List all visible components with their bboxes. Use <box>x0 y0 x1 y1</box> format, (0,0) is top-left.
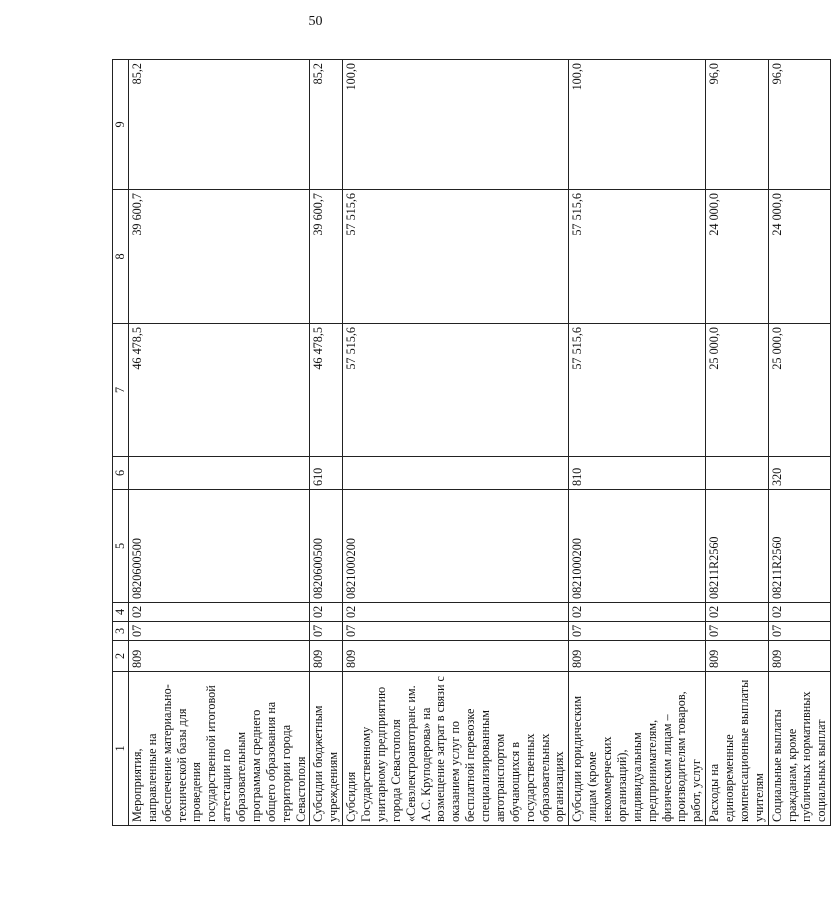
row-name: Социальные выплаты гражданам, кроме публичных нормативных социальных выплат <box>768 672 831 826</box>
row-csr: 0820600500 <box>310 490 343 603</box>
row-ved: 809 <box>343 641 569 672</box>
table-row <box>310 60 343 826</box>
header-col-4: 4 <box>113 603 129 622</box>
row-value-7: 57 515,6 <box>569 324 706 457</box>
row-ved: 809 <box>768 641 831 672</box>
row-ved: 809 <box>310 641 343 672</box>
row-name: Субсидии юридическим лицам (кроме некоммерческих организаций), индивидуальным предпринимателям, физическим лицам – производителям товаров, работ, услуг <box>569 672 706 826</box>
row-value-7: 46 478,5 <box>310 324 343 457</box>
row-pr: 02 <box>310 603 343 622</box>
row-value-9: 96,0 <box>768 60 831 190</box>
rotated-table-frame <box>112 60 829 826</box>
row-rz: 07 <box>706 622 769 641</box>
row-value-8: 57 515,6 <box>343 190 569 324</box>
row-vr: 610 <box>310 457 343 490</box>
row-value-7: 57 515,6 <box>343 324 569 457</box>
row-ved: 809 <box>128 641 310 672</box>
table-row <box>343 60 569 826</box>
row-vr: 320 <box>768 457 831 490</box>
row-pr: 02 <box>768 603 831 622</box>
table-row <box>706 60 769 826</box>
budget-table <box>112 59 831 826</box>
row-value-9: 96,0 <box>706 60 769 190</box>
row-vr: 810 <box>569 457 706 490</box>
row-vr <box>706 457 769 490</box>
row-rz: 07 <box>768 622 831 641</box>
row-name: Субсидия Государственному унитарному предприятию города Севастополя «Севэлектроавтотранс им. А.С. Круподерова» на возмещение затрат в связи с оказанием услуг по бесплатной перевозке специализированным автотранспортом обучающихся в государственных образовательных организациях <box>343 672 569 826</box>
row-csr: 08211R2560 <box>768 490 831 603</box>
row-value-9: 100,0 <box>569 60 706 190</box>
row-value-7: 46 478,5 <box>128 324 310 457</box>
page-number: 50 <box>308 14 323 29</box>
row-value-8: 39 600,7 <box>128 190 310 324</box>
row-value-8: 39 600,7 <box>310 190 343 324</box>
header-col-8: 8 <box>113 190 129 324</box>
row-pr: 02 <box>128 603 310 622</box>
row-value-9: 85,2 <box>310 60 343 190</box>
row-value-8: 57 515,6 <box>569 190 706 324</box>
row-pr: 02 <box>706 603 769 622</box>
table-row <box>128 60 310 826</box>
header-col-7: 7 <box>113 324 129 457</box>
row-csr: 0820600500 <box>128 490 310 603</box>
row-value-7: 25 000,0 <box>706 324 769 457</box>
row-csr: 0821000200 <box>569 490 706 603</box>
table-row <box>768 60 831 826</box>
row-value-9: 100,0 <box>343 60 569 190</box>
row-pr: 02 <box>569 603 706 622</box>
row-vr <box>128 457 310 490</box>
row-rz: 07 <box>128 622 310 641</box>
row-pr: 02 <box>343 603 569 622</box>
row-value-8: 24 000,0 <box>706 190 769 324</box>
row-csr: 08211R2560 <box>706 490 769 603</box>
header-col-3: 3 <box>113 622 129 641</box>
row-value-9: 85,2 <box>128 60 310 190</box>
header-row <box>113 60 129 826</box>
header-col-9: 9 <box>113 60 129 190</box>
header-col-2: 2 <box>113 641 129 672</box>
row-ved: 809 <box>706 641 769 672</box>
row-rz: 07 <box>343 622 569 641</box>
header-col-6: 6 <box>113 457 129 490</box>
row-csr: 0821000200 <box>343 490 569 603</box>
table-row <box>569 60 706 826</box>
row-name: Субсидии бюджетным учреждениям <box>310 672 343 826</box>
row-name: Расходы на единовременные компенсационные выплаты учителям <box>706 672 769 826</box>
header-col-5: 5 <box>113 490 129 603</box>
row-value-8: 24 000,0 <box>768 190 831 324</box>
row-rz: 07 <box>569 622 706 641</box>
row-name: Мероприятия, направленные на обеспечение материально-технической базы для проведения государственной итоговой аттестации по образовательным программам среднего общего образования на территории города Севастополя <box>128 672 310 826</box>
row-ved: 809 <box>569 641 706 672</box>
row-vr <box>343 457 569 490</box>
row-value-7: 25 000,0 <box>768 324 831 457</box>
table-wrapper <box>112 60 829 826</box>
row-rz: 07 <box>310 622 343 641</box>
header-col-1: 1 <box>113 672 129 826</box>
